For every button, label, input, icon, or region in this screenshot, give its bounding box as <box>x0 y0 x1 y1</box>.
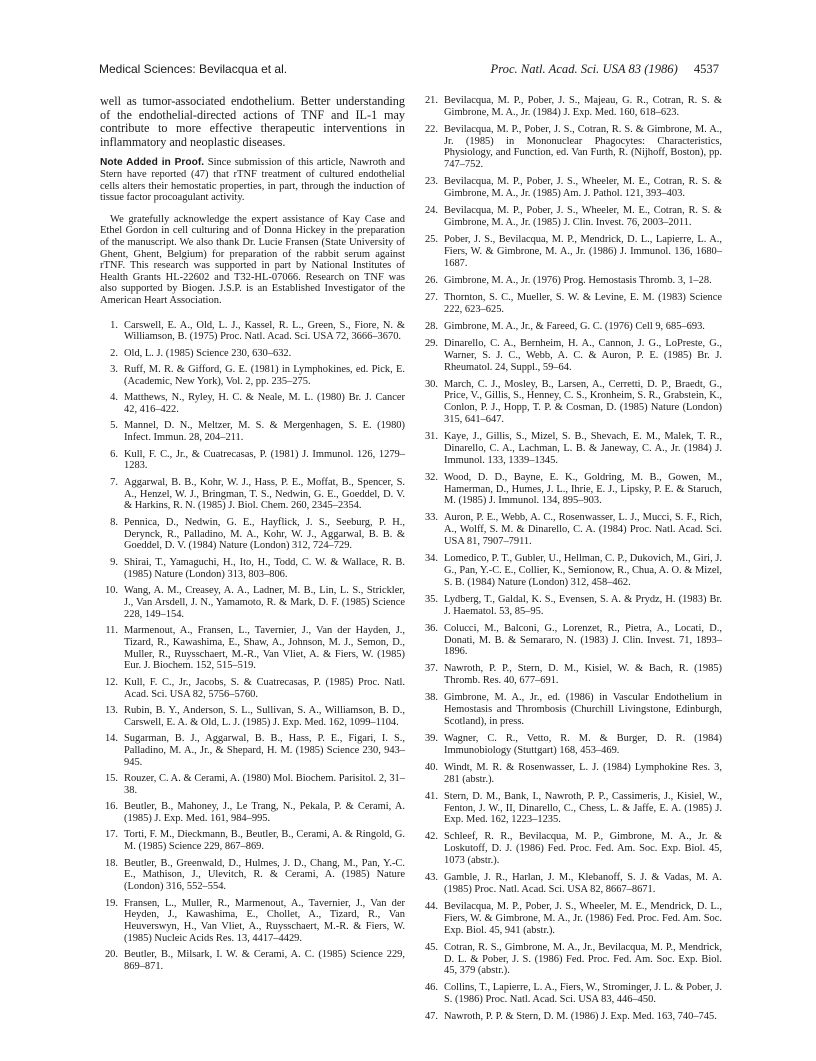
reference-number: 4. <box>110 392 118 404</box>
reference-text: Kaye, J., Gillis, S., Mizel, S. B., Shevach, E. M., Malek, T. R., Dinarello, C. A., Lachman, L. B. & Janeway, C. A., Jr. (1984) J. Immunol. 133, 1339–1345. <box>444 431 722 466</box>
reference-number: 23. <box>424 176 438 188</box>
reference-number: 13. <box>104 704 118 716</box>
reference-item <box>100 517 405 552</box>
reference-number: 44. <box>424 901 438 913</box>
reference-text: Bevilacqua, M. P., Pober, J. S., Cotran, R. S. & Gimbrone, M. A., Jr. (1985) in Mononuclear Phagocytes: Characteristics, Physiology, and Function, ed. Van Furth, R. (Nijhoff, Boston), pp. 747–752. <box>444 123 722 171</box>
reference-item <box>100 677 405 701</box>
reference-item <box>100 829 405 853</box>
journal-name: Proc. Natl. Acad. Sci. USA 83 (1986) <box>490 62 678 76</box>
reference-text: Schleef, R. R., Bevilacqua, M. P., Gimbrone, M. A., Jr. & Loskutoff, D. J. (1986) Fed. Proc. Fed. Am. Soc. Exp. Biol. 45, 1073 (abstr.). <box>444 831 722 867</box>
reference-number: 34. <box>424 553 438 565</box>
reference-text: Rouzer, C. A. & Cerami, A. (1980) Mol. Biochem. Parisitol. 2, 31–38. <box>124 773 405 796</box>
reference-number: 20. <box>104 949 118 961</box>
reference-number: 36. <box>424 622 438 634</box>
reference-item <box>420 234 722 269</box>
reference-item <box>100 477 405 512</box>
reference-item <box>420 275 722 287</box>
reference-text: Auron, P. E., Webb, A. C., Rosenwasser, L. J., Mucci, S. F., Rich, A., Wolff, S. M. & Dinarello, C. A. (1984) Proc. Natl. Acad. Sci. USA 81, 7907–7911. <box>444 512 722 548</box>
reference-item <box>420 982 722 1006</box>
left-column <box>100 95 405 978</box>
reference-text: Beutler, B., Milsark, I. W. & Cerami, A. C. (1985) Science 229, 869–871. <box>124 949 405 973</box>
reference-item <box>100 348 405 360</box>
reference-text: Lydberg, T., Galdal, K. S., Evensen, S. A. & Prydz, H. (1983) Br. J. Haematol. 53, 85–95. <box>444 593 722 617</box>
reference-text: Colucci, M., Balconi, G., Lorenzet, R., Pietra, A., Locati, D., Donati, M. B. & Semararo, N. (1983) J. Clin. Invest. 71, 1893–1896. <box>444 622 722 658</box>
reference-item <box>420 901 722 936</box>
reference-item <box>100 625 405 672</box>
reference-item <box>420 762 722 786</box>
reference-number: 35. <box>424 593 438 605</box>
reference-text: Thornton, S. C., Mueller, S. W. & Levine, E. M. (1983) Science 222, 623–625. <box>444 291 722 315</box>
reference-number: 41. <box>424 790 438 802</box>
reference-text: Collins, T., Lapierre, L. A., Fiers, W., Strominger, J. L. & Pober, J. S. (1986) Proc. Natl. Acad. Sci. USA 83, 446–450. <box>444 982 722 1006</box>
reference-number: 28. <box>424 320 438 332</box>
reference-text: Matthews, N., Ryley, H. C. & Neale, M. L. (1980) Br. J. Cancer 42, 416–422. <box>124 392 405 416</box>
reference-number: 14. <box>104 733 118 745</box>
reference-text: Old, L. J. (1985) Science 230, 630–632. <box>124 347 292 359</box>
reference-item <box>420 553 722 588</box>
reference-item <box>420 176 722 200</box>
reference-item <box>420 379 722 426</box>
acknowledgment: We gratefully acknowledge the expert assistance of Kay Case and Ethel Gordon in cell culturing and of Donna Hickey in the preparation of the manuscript. We also thank Dr. Lucie Fransen (State University of Ghent, Ghent, Belgium) for preparation of the rabbit serum against rTNF. This research was supported in part by National Institutes of Health Grants HL-22602 and T32-HL-07066. Research on TNF was also supported by Biogen. J.S.P. is an Established Investigator of the American Heart Association. <box>100 213 405 306</box>
page-number: 4537 <box>693 62 719 76</box>
reference-text: Kull, F. C., Jr., & Cuatrecasas, P. (1981) J. Immunol. 126, 1279–1283. <box>124 448 405 472</box>
reference-number: 30. <box>424 378 438 390</box>
reference-text: Aggarwal, B. B., Kohr, W. J., Hass, P. E., Moffat, B., Spencer, S. A., Henzel, W. J., Bringman, T. S., Nedwin, G. E., Goeddel, D. V. & Harkins, R. N. (1985) J. Biol. Chem. 260, 2345–2354. <box>124 476 405 512</box>
reference-text: Beutler, B., Mahoney, J., Le Trang, N., Pekala, P. & Cerami, A. (1985) J. Exp. Med. 161, 984–995. <box>124 801 405 825</box>
reference-number: 10. <box>104 584 118 596</box>
reference-text: Wagner, C. R., Vetto, R. M. & Burger, D. R. (1984) Immunobiology (Stuttgart) 168, 453–469. <box>444 733 722 756</box>
reference-number: 18. <box>104 857 118 869</box>
reference-text: Bevilacqua, M. P., Pober, J. S., Wheeler, M. E., Cotran, R. S. & Gimbrone, M. A., Jr. (1985) J. Clin. Invest. 76, 2003–2011. <box>444 205 722 229</box>
body-paragraph: well as tumor-associated endothelium. Better understanding of the endothelial-directed actions of TNF and IL-1 may contribute to more effective therapeutic interventions in inflammatory and neoplastic diseases. <box>100 94 405 149</box>
reference-number: 27. <box>424 291 438 303</box>
reference-number: 45. <box>424 941 438 953</box>
reference-text: March, C. J., Mosley, B., Larsen, A., Cerretti, D. P., Braedt, G., Price, V., Gillis, S., Henney, C. S., Kronheim, S. R., Grabstein, K., Conlon, P. J., Hopp, T. P. & Cosman, D. (1985) Nature (London) 315, 641–647. <box>444 378 722 425</box>
reference-text: Pober, J. S., Bevilacqua, M. P., Mendrick, D. L., Lapierre, L. A., Fiers, W. & Gimbrone, M. A., Jr. (1986) J. Immunol. 136, 1680–1687. <box>444 234 722 269</box>
reference-number: 3. <box>110 364 118 376</box>
reference-number: 7. <box>110 476 118 488</box>
reference-number: 43. <box>424 872 438 884</box>
reference-item <box>420 124 722 171</box>
reference-text: Ruff, M. R. & Gifford, G. E. (1981) in Lymphokines, ed. Pick, E. (Academic, New York), Vol. 2, pp. 235–275. <box>124 364 405 387</box>
reference-text: Pennica, D., Nedwin, G. E., Hayflick, J. S., Seeburg, P. H., Derynck, R., Palladino, M. A., Kohr, W. J., Aggarwal, B. B. & Goeddel, D. V. (1984) Nature (London) 312, 724–729. <box>124 516 405 552</box>
reference-text: Carswell, E. A., Old, L. J., Kassel, R. L., Green, S., Fiore, N. & Williamson, B. (1975) Proc. Natl. Acad. Sci. USA 72, 3666–3670. <box>124 319 405 343</box>
reference-number: 29. <box>424 337 438 349</box>
reference-item <box>420 95 722 119</box>
reference-item <box>100 733 405 768</box>
reference-item <box>420 1011 722 1023</box>
reference-number: 25. <box>424 234 438 246</box>
reference-number: 24. <box>424 205 438 217</box>
reference-item <box>420 872 722 896</box>
reference-item <box>420 292 722 316</box>
reference-number: 19. <box>104 897 118 909</box>
reference-number: 33. <box>424 512 438 524</box>
reference-text: Rubin, B. Y., Anderson, S. L., Sullivan, S. A., Williamson, B. D., Carswell, E. A. & Old, L. J. (1985) J. Exp. Med. 162, 1099–1104. <box>124 704 405 728</box>
reference-item <box>420 663 722 687</box>
reference-text: Cotran, R. S., Gimbrone, M. A., Jr., Bevilacqua, M. P., Mendrick, D. L. & Pober, J. S. (1986) Fed. Proc. Fed. Am. Soc. Exp. Biol. 45, 379 (abstr.). <box>444 941 722 977</box>
reference-text: Kull, F. C., Jr., Jacobs, S. & Cuatrecasas, P. (1985) Proc. Natl. Acad. Sci. USA 82, 5756–5760. <box>124 676 405 700</box>
reference-list-left <box>100 320 405 974</box>
page-header <box>99 62 719 78</box>
reference-item <box>420 321 722 333</box>
reference-number: 46. <box>424 982 438 994</box>
reference-text: Stern, D. M., Bank, I., Nawroth, P. P., Cassimeris, J., Kisiel, W., Fenton, J. W., II, Dinarello, C., Chess, L. & Jaffe, E. A. (1985) J. Exp. Med. 162, 1223–1235. <box>444 790 722 826</box>
reference-number: 42. <box>424 831 438 843</box>
reference-item <box>420 831 722 866</box>
reference-item <box>420 205 722 229</box>
reference-number: 8. <box>110 516 118 528</box>
reference-item <box>420 623 722 658</box>
note-lead: Note Added in Proof. <box>100 157 205 169</box>
reference-text: Bevilacqua, M. P., Pober, J. S., Wheeler, M. E., Cotran, R. S. & Gimbrone, M. A., Jr. (1985) Am. J. Pathol. 121, 393–403. <box>444 176 722 200</box>
reference-item <box>100 420 405 444</box>
reference-item <box>100 801 405 825</box>
reference-text: Mannel, D. N., Meltzer, M. S. & Mergenhagen, S. E. (1980) Infect. Immun. 28, 204–211. <box>124 420 405 444</box>
reference-text: Gamble, J. R., Harlan, J. M., Klebanoff, S. J. & Vadas, M. A. (1985) Proc. Natl. Acad. Sci. USA 82, 8667–8671. <box>444 872 722 895</box>
note-text: Since submission of this article, Nawroth and Stern have reported (47) that rTNF treatment of cultured endothelial cells alters their hemostatic properties, in part, through the induction of tissue factor procoagulant activity. <box>100 157 405 204</box>
reference-number: 38. <box>424 692 438 704</box>
reference-item <box>100 449 405 473</box>
reference-item <box>420 791 722 826</box>
reference-item <box>100 364 405 388</box>
reference-text: Marmenout, A., Fransen, L., Tavernier, J., Van der Hayden, J., Tizard, R., Kawashima, E., Shaw, A., Johnson, M. J., Semon, D., Muller, R., Ruysschaert, M.-R., Van Vliet, A. & Fiers, W. (1985) Eur. J. Biochem. 152, 515–519. <box>124 624 405 672</box>
reference-text: Shirai, T., Yamaguchi, H., Ito, H., Todd, C. W. & Wallace, R. B. (1985) Nature (London) 313, 803–806. <box>124 556 405 580</box>
reference-text: Gimbrone, M. A., Jr. (1976) Prog. Hemostasis Thromb. 3, 1–28. <box>444 274 712 286</box>
reference-text: Nawroth, P. P. & Stern, D. M. (1986) J. Exp. Med. 163, 740–745. <box>444 1011 717 1023</box>
reference-number: 16. <box>104 801 118 813</box>
reference-number: 6. <box>110 448 118 460</box>
reference-item <box>100 949 405 973</box>
reference-number: 26. <box>424 274 438 286</box>
reference-item <box>100 858 405 893</box>
reference-number: 11. <box>105 624 118 636</box>
reference-number: 9. <box>110 556 118 568</box>
journal-citation <box>491 62 719 77</box>
reference-number: 31. <box>424 431 438 443</box>
reference-number: 5. <box>110 420 118 432</box>
reference-list-right <box>420 95 722 1023</box>
reference-number: 2. <box>110 347 118 359</box>
reference-number: 32. <box>424 471 438 483</box>
reference-text: Gimbrone, M. A., Jr., & Fareed, G. C. (1976) Cell 9, 685–693. <box>444 320 705 332</box>
reference-text: Beutler, B., Greenwald, D., Hulmes, J. D., Chang, M., Pan, Y.-C. E., Mathison, J., Ulevitch, R. & Cerami, A. (1985) Nature (London) 316, 552–554. <box>124 857 405 893</box>
reference-text: Lomedico, P. T., Gubler, U., Hellman, C. P., Dukovich, M., Giri, J. G., Pan, Y.-C. E., Collier, K., Semionow, R., Chua, A. O. & Mizel, S. B. (1984) Nature (London) 312, 458–462. <box>444 553 722 588</box>
reference-text: Fransen, L., Muller, R., Marmenout, A., Tavernier, J., Van der Heyden, J., Kawashima, E., Chollet, A., Tizard, R., Van Heuverswyn, H., Van Vliet, A., Ruysschaert, M.-R. & Fiers, W. (1985) Nucleic Acids Res. 13, 4417–4429. <box>124 897 405 945</box>
reference-text: Dinarello, C. A., Bernheim, H. A., Cannon, J. G., LoPreste, G., Warner, S. J. C., Webb, A. C. & Auron, P. E. (1985) Br. J. Rheumatol. 24, Suppl., 59–64. <box>444 337 722 373</box>
reference-text: Bevilacqua, M. P., Pober, J. S., Majeau, G. R., Cotran, R. S. & Gimbrone, M. A., Jr. (1984) J. Exp. Med. 160, 618–623. <box>444 95 722 118</box>
reference-text: Wang, A. M., Creasey, A. A., Ladner, M. B., Lin, L. S., Strickler, J., Van Arsdell, J. N., Yamamoto, R. & Mark, D. F. (1985) Science 228, 149–154. <box>124 584 405 620</box>
reference-item <box>420 594 722 618</box>
right-column <box>420 95 722 1028</box>
reference-item <box>100 585 405 620</box>
reference-item <box>420 512 722 547</box>
reference-text: Bevilacqua, M. P., Pober, J. S., Wheeler, M. E., Mendrick, D. L., Fiers, W. & Gimbrone, M. A., Jr. (1986) Fed. Proc. Fed. Am. Soc. Exp. Biol. 45, 941 (abstr.). <box>444 901 722 936</box>
reference-text: Gimbrone, M. A., Jr., ed. (1986) in Vascular Endothelium in Hemostasis and Thrombosis (Churchill Livingstone, Edinburgh, Scotland), in press. <box>444 692 722 727</box>
reference-text: Sugarman, B. J., Aggarwal, B. B., Hass, P. E., Figari, I. S., Palladino, M. A., Jr., & Shepard, H. M. (1985) Science 230, 943–945. <box>124 733 405 768</box>
reference-item <box>420 733 722 757</box>
reference-number: 12. <box>104 676 118 688</box>
reference-number: 21. <box>424 95 438 106</box>
reference-text: Wood, D. D., Bayne, E. K., Goldring, M. B., Gowen, M., Hamerman, D., Humes, J. L., Ihrie, E. J., Lipsky, P. E. & Staruch, M. (1985) J. Immunol. 134, 895–903. <box>444 471 722 507</box>
running-head: Medical Sciences: Bevilacqua et al. <box>99 62 288 76</box>
reference-number: 22. <box>424 123 438 135</box>
reference-item <box>100 773 405 797</box>
reference-item <box>420 692 722 727</box>
reference-item <box>420 472 722 507</box>
reference-number: 17. <box>104 829 118 841</box>
reference-number: 15. <box>104 773 118 785</box>
reference-item <box>420 431 722 466</box>
reference-number: 39. <box>424 733 438 744</box>
reference-item <box>100 705 405 729</box>
reference-item <box>100 898 405 945</box>
reference-number: 1. <box>110 319 118 331</box>
reference-item <box>100 320 405 344</box>
reference-number: 47. <box>424 1011 438 1023</box>
reference-item <box>420 942 722 977</box>
reference-text: Nawroth, P. P., Stern, D. M., Kisiel, W. & Bach, R. (1985) Thromb. Res. 40, 677–691. <box>444 663 722 687</box>
reference-text: Torti, F. M., Dieckmann, B., Beutler, B., Cerami, A. & Ringold, G. M. (1985) Science 229, 867–869. <box>124 829 405 853</box>
reference-item <box>100 557 405 581</box>
note-added-in-proof <box>100 157 405 203</box>
reference-number: 37. <box>424 663 438 675</box>
reference-item <box>100 392 405 416</box>
reference-number: 40. <box>424 761 438 773</box>
reference-text: Windt, M. R. & Rosenwasser, L. J. (1984) Lymphokine Res. 3, 281 (abstr.). <box>444 761 722 785</box>
reference-item <box>420 338 722 373</box>
